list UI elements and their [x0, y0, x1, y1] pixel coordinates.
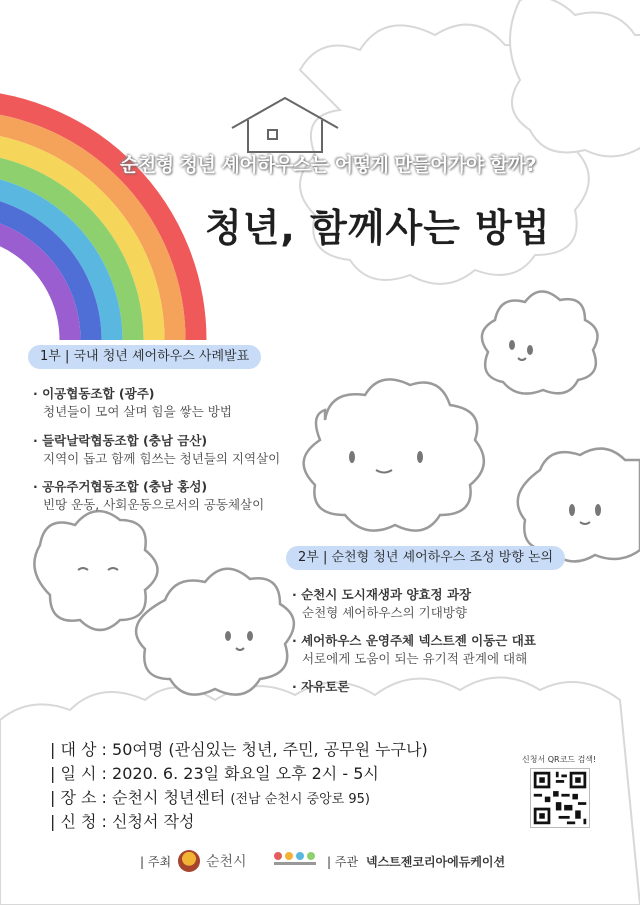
info-place [50, 785, 370, 808]
info-target [50, 737, 428, 760]
part1-item-sub: 청년들이 모여 살며 힘을 쌓는 방법 [43, 404, 232, 419]
qr-label: 신청서 QR코드 검색! [522, 755, 597, 764]
suncheon-logo-icon [178, 850, 200, 872]
part2-item-head: · 셰어하우스 운영주체 넥스트젠 이동근 대표 [292, 633, 536, 648]
house-icon [232, 98, 338, 152]
qr-code[interactable] [530, 768, 590, 828]
cloud-character-1 [482, 291, 598, 393]
part1-item-sub: 지역이 돕고 함께 힘쓰는 청년들의 지역살이 [43, 451, 281, 466]
part1-item-3 [33, 478, 264, 514]
info-date [50, 761, 379, 784]
part2-label: 2부 | 순천형 청년 셰어하우스 조성 방향 논의 [286, 546, 565, 570]
info-date-text: | 일 시 : 2020. 6. 23일 화요일 오후 2시 - 5시 [50, 764, 379, 783]
part2-item-1 [292, 586, 471, 622]
part2-item-2 [292, 632, 536, 668]
footer-organizer-label: | 주관 [327, 855, 359, 869]
footer-host-label: | 주최 [140, 855, 172, 869]
info-place-address: (전남 순천시 중앙로 95) [230, 792, 370, 807]
part2-item-sub: 서로에게 도움이 되는 유기적 관계에 대해 [302, 651, 528, 666]
part2-item-3 [292, 678, 349, 696]
footer-organizer-name: 넥스트젠코리아에듀케이션 [366, 855, 506, 869]
part1-item-head: · 이공협동조합 (광주) [33, 386, 155, 401]
youth-center-logo-icon [270, 848, 320, 874]
info-apply-text: | 신 청 : 신청서 작성 [50, 812, 195, 831]
part1-label: 1부 | 국내 청년 셰어하우스 사례발표 [28, 345, 261, 369]
part1-item-head: · 공유주거협동조합 (충남 홍성) [33, 479, 208, 494]
part2-item-head: · 자유토론 [292, 679, 350, 694]
footer-host-city: 순천시 [206, 854, 247, 870]
poster-subtitle: 순천형 청년 셰어하우스는 어떻게 만들어가야 할까? [120, 154, 537, 176]
part2-item-sub: 순천형 셰어하우스의 기대방향 [302, 605, 467, 620]
rainbow-illustration [0, 100, 196, 340]
cloud-character-2 [304, 379, 484, 530]
info-place-text: | 장 소 : 순천시 청년센터 [50, 788, 231, 807]
part1-item-head: · 들락날락협동조합 (충남 금산) [33, 433, 208, 448]
poster-title: 청년, 함께사는 방법 [205, 206, 551, 250]
cloud-character-5 [136, 569, 294, 695]
part1-item-1 [33, 385, 232, 421]
cloud-character-3 [518, 449, 640, 562]
part1-item-sub: 빈땅 운동, 사회운동으로서의 공동체살이 [43, 497, 265, 512]
info-apply [50, 809, 194, 832]
cloud-character-4 [34, 511, 157, 630]
part2-item-head: · 순천시 도시재생과 양효정 과장 [292, 587, 472, 602]
part1-item-2 [33, 432, 280, 468]
info-target-text: | 대 상 : 50여명 (관심있는 청년, 주민, 공무원 누구나) [50, 740, 428, 759]
